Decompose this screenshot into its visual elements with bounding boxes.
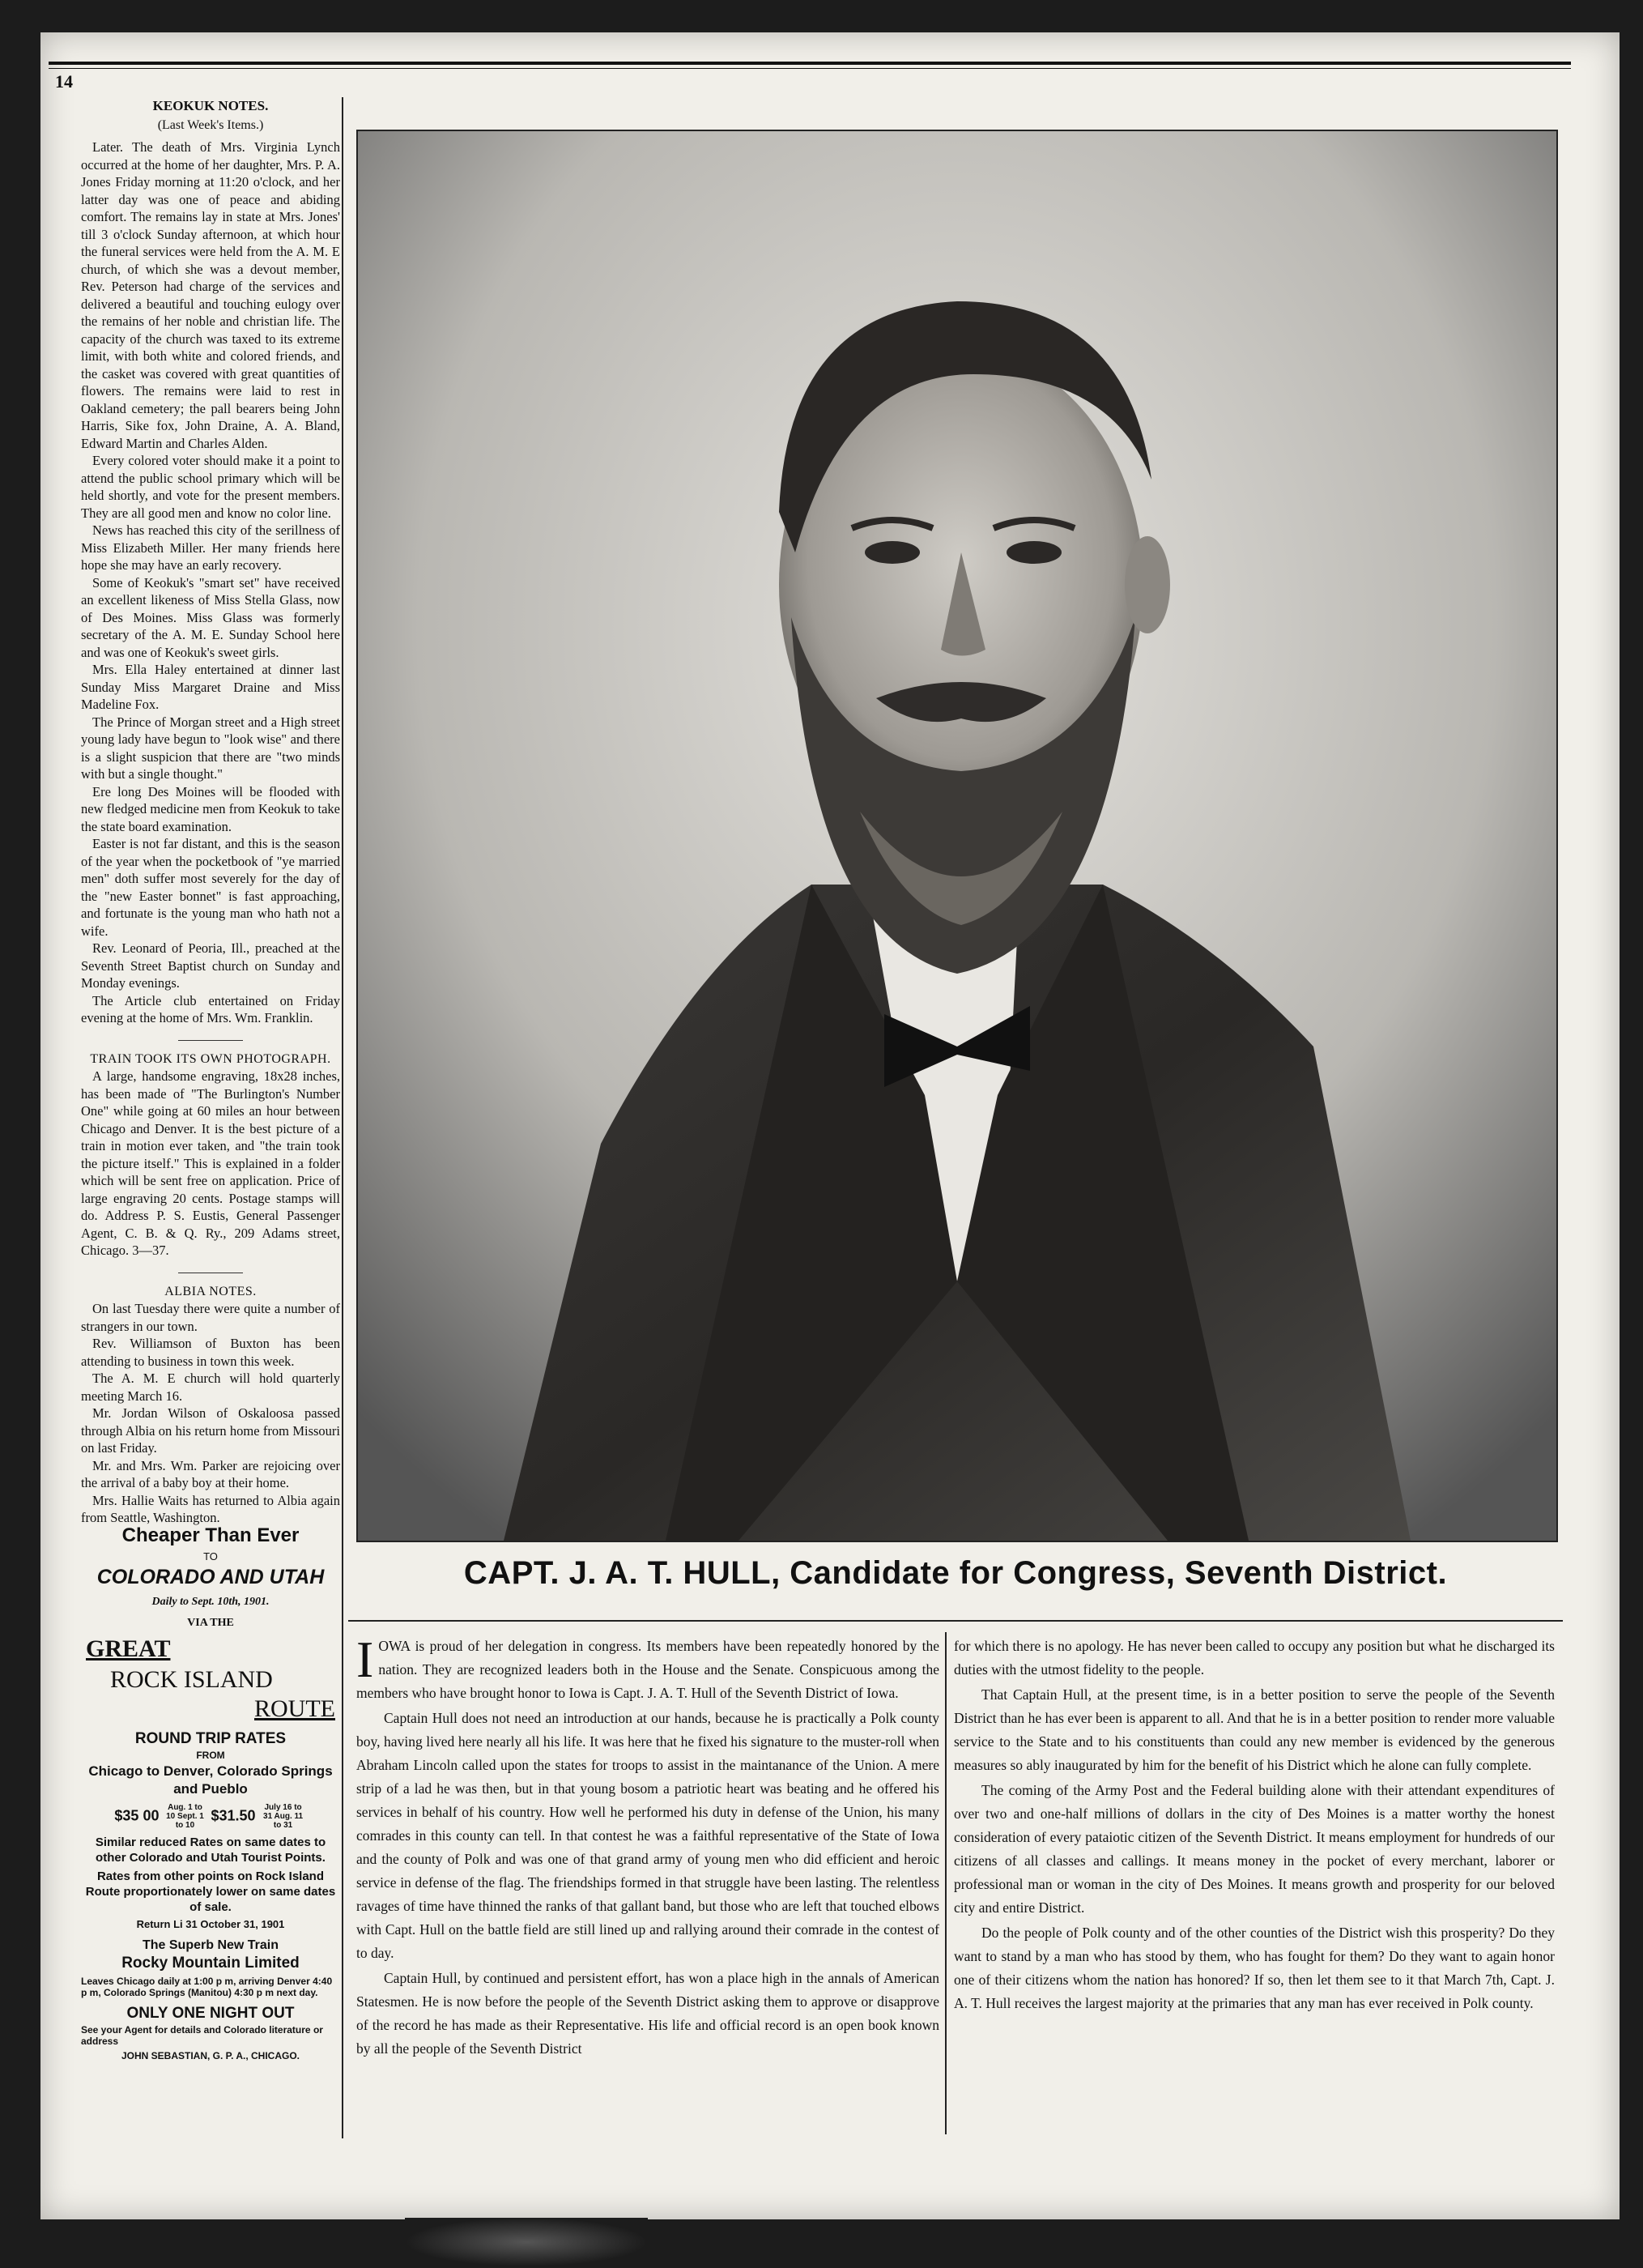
article-paragraph: The coming of the Army Post and the Federal building alone with their attendant expenditures of over two and one-half millions of dollars in the city of Des Moines is a matter worthy the honest consideration of every pataiotic citizen of the Seventh District. It means employment for hundreds of our citizens of all classes and callings. It means money in the pocket of every merchant, laborer or professional man or woman in the city of Des Moines. It means growth and prosperity for our beloved city and entire District. — [954, 1782, 1555, 1916]
ad-to: TO — [203, 1550, 218, 1562]
page-number: 14 — [55, 71, 73, 92]
train-paragraph: A large, handsome engraving, 18x28 inches, has been made of "The Burlington's Number One" while going at 60 miles an hour between Chicago and Denver. It is the best picture of a train in motion ever taken, and "the train took the picture itself." This is explained in a folder which will be sent free on application. Price of large engraving 20 cents. Postage stamps will do. Address P. S. Eustis, General Passenger Agent, C. B. & Q. Ry., 209 Adams street, Chicago. 3—37. — [81, 1068, 340, 1258]
ad-route: ROUTE — [254, 1695, 335, 1722]
albia-paragraph: Rev. Williamson of Buxton has been attending to business in town this week. — [81, 1336, 340, 1369]
ad-return: Return Li 31 October 31, 1901 — [136, 1918, 285, 1930]
ad-price-1: $35 00 — [114, 1807, 160, 1824]
train-notice — [81, 1051, 340, 1260]
albia-notes — [81, 1283, 340, 1527]
ad-similar: Similar reduced Rates on same dates to other Colorado and Utah Tourist Points. — [95, 1835, 326, 1865]
ad-via: VIA THE — [187, 1617, 234, 1629]
keokuk-paragraph: Later. The death of Mrs. Virginia Lynch occurred at the home of her daughter, Mrs. P. A. Jones Friday morning at 11:20 o'clock, and her latter day was one of peace and abiding comfort. The remains lay in state at Mrs. Jones' till 3 o'clock Sunday afternoon, at which hour the funeral services were held from the A. M. E church, of which she was a devout member, Rev. Peterson had charge of the services and delivered a beautiful and touching eulogy over the remains of her noble and christian life. The capacity of the church was taxed to its extreme limit, with both white and colored friends, and the casket was covered with great quantities of flowers. The remains were laid to rest in Oakland cemetery; the pall bearers being John Harris, Sike fox, John Draine, A. A. Bland, Edward Martin and Charles Alden. — [81, 139, 340, 451]
article-continuation: for which there is no apology. He has never been called to occupy any position but what he discharged its duties with the utmost fidelity to the people. — [954, 1638, 1555, 1678]
ad-cheaper: Cheaper Than Ever — [121, 1524, 300, 1546]
ad-see-agent: See your Agent for details and Colorado literature or address — [81, 2024, 323, 2047]
article-column-right — [954, 1635, 1555, 2017]
headline-rule — [348, 1620, 1563, 1622]
ad-price-2: $31.50 — [211, 1807, 256, 1824]
column-divider — [342, 97, 343, 2138]
ad-rates-other: Rates from other points on Rock Island Route proportionately lower on same dates of sale. — [85, 1869, 336, 1914]
albia-paragraph: Mr. and Mrs. Wm. Parker are rejoicing over the arrival of a baby boy at their home. — [81, 1457, 340, 1490]
keokuk-paragraph: Rev. Leonard of Peoria, Ill., preached at the Seventh Street Baptist church on Sunday and Monday evenings. — [81, 940, 340, 991]
ad-great: GREAT — [86, 1635, 171, 1662]
keokuk-subheading: (Last Week's Items.) — [157, 117, 264, 132]
albia-paragraph: Mr. Jordan Wilson of Oskaloosa passed through Albia on his return home from Missouri on last Friday. — [81, 1405, 340, 1456]
keokuk-paragraph: Mrs. Ella Haley entertained at dinner last Sunday Miss Margaret Draine and Miss Madeline Fox. — [81, 662, 340, 712]
ad-dates-1: Aug. 1 to 10 Sept. 1 to 10 — [166, 1803, 204, 1830]
left-column — [81, 97, 340, 1540]
keokuk-paragraph: Every colored voter should make it a point to attend the public school primary which will be held shortly, and vote for the present members. They are all good men and know no color line. — [81, 453, 340, 521]
keokuk-heading: KEOKUK NOTES. — [152, 98, 269, 113]
ad-chicago-route: Chicago to Denver, Colorado Springs and Pueblo — [88, 1763, 333, 1797]
ad-round-trip: ROUND TRIP RATES — [134, 1730, 287, 1747]
keokuk-paragraph: The Article club entertained on Friday evening at the home of Mrs. Wm. Franklin. — [81, 992, 340, 1025]
scan-binding-shadow — [405, 2218, 648, 2266]
top-rule — [49, 62, 1571, 65]
article-paragraph: Do the people of Polk county and of the other counties of the District wish this prosperity? Do they want to stand by a man who has stood by them, who has fought for them? Do they want to again honor one of their citizens whom the nation has honored? If so, then let them see to it that March 7th, Capt. J. A. T. Hull receives the largest majority at the primaries that any man has ever received in Polk county. — [954, 1925, 1555, 2011]
ad-prices — [81, 1803, 340, 1830]
keokuk-paragraph: The Prince of Morgan street and a High street young lady have begun to "look wise" and there is a slight suspicion that there are "two minds with but a single thought." — [81, 714, 340, 782]
ad-john-sebastian: JOHN SEBASTIAN, G. P. A., CHICAGO. — [121, 2050, 300, 2061]
top-rule-thin — [49, 68, 1571, 69]
train-heading: TRAIN TOOK ITS OWN PHOTOGRAPH. — [90, 1051, 331, 1066]
article-paragraph: That Captain Hull, at the present time, is in a better position to serve the people of the Seventh District than he has ever been is apparent to all. And that he is in a better position to render more valuable service to the State and to his constituents than could any new member is evidenced by the generous measures so ably inaugurated by him for the benefit of his District which he alone can fully complete. — [954, 1686, 1555, 1773]
keokuk-paragraph: Ere long Des Moines will be flooded with new fledged medicine men from Keokuk to take the state board examination. — [81, 783, 340, 834]
albia-paragraph: On last Tuesday there were quite a number of strangers in our town. — [81, 1301, 340, 1334]
ad-from: FROM — [196, 1750, 225, 1761]
ad-destination: COLORADO AND UTAH — [96, 1566, 325, 1588]
article-first-paragraph — [356, 1631, 939, 1705]
portrait-engraving — [358, 131, 1556, 1541]
article-column-left — [356, 1631, 939, 2062]
rock-island-advertisement — [81, 1515, 340, 2061]
keokuk-paragraph: News has reached this city of the serillness of Miss Elizabeth Miller. Her many friends here hope she may have an early recovery. — [81, 522, 340, 573]
keokuk-paragraph: Some of Keokuk's "smart set" have received an excellent likeness of Miss Stella Glass, now of Des Moines. Miss Glass was formerly secretary of the A. M. E. Sunday School here and was one of Keokuk's sweet girls. — [81, 574, 340, 660]
drop-cap: I — [356, 1631, 374, 1688]
ad-dates-2: July 16 to 31 Aug. 11 to 31 — [263, 1803, 304, 1830]
albia-paragraph: The A. M. E church will hold quarterly meeting March 16. — [81, 1371, 340, 1404]
section-divider — [178, 1040, 243, 1041]
albia-paragraph: Mrs. Hallie Waits has returned to Albia again from Seattle, Washington. — [81, 1492, 340, 1525]
albia-heading: ALBIA NOTES. — [164, 1284, 257, 1298]
article-paragraph: Captain Hull, by continued and persistent effort, has won a place high in the annals of American Statesmen. He is now before the people of the Seventh District asking them to approve or disapprove of the record he has made as their Representative. His life and official record is an open book known by all the people of the Seventh District — [356, 1970, 939, 2057]
ad-superb: The Superb New Train — [142, 1938, 279, 1952]
headline: CAPT. J. A. T. HULL, Candidate for Congress, Seventh District. — [463, 1555, 1448, 1591]
article-divider — [945, 1632, 947, 2134]
ad-rocky-mountain-limited: Rocky Mountain Limited — [121, 1955, 300, 1972]
keokuk-paragraph: Easter is not far distant, and this is the season of the year when the pocketbook of "ye married men" doth suffer most severely for the day of the "new Easter bonnet" is fast approaching, and fortunate is the young man who hath not a wife. — [81, 836, 340, 939]
ad-one-night: ONLY ONE NIGHT OUT — [126, 2005, 295, 2022]
keokuk-notes — [81, 97, 340, 1027]
ad-rock-island: ROCK ISLAND — [110, 1666, 273, 1693]
ad-daily: Daily to Sept. 10th, 1901. — [151, 1596, 270, 1608]
ad-schedule: Leaves Chicago daily at 1:00 p m, arriving Denver 4:40 p m, Colorado Springs (Manitou) 4:30 p m next day. — [81, 1976, 333, 1998]
article-paragraph: Captain Hull does not need an introduction at our hands, because he is practically a Polk county boy, having lived here nearly all his life. It was here that he fixed his signature to the muster-roll when Abraham Lincoln called upon the states for troops to assist in the maintanance of the Union. A mere strip of a lad he was then, but in that young bosom a patriotic heart was beating and he offered his services in behalf of his country. How well he performed his duty in defense of the Union, his many comrades in this county can tell. In that contest he was a faithful representative of the State of Iowa and the county of Polk and was one of that grand army of young men who did efficient and heroic service in defense of the flag. The friendships formed in that struggle have been lasting. The relentless ravages of time have thinned the ranks of that gallant band, but those who are left that touched elbows with Capt. Hull on the battle field are still lined up and rallying around their comrade in the contest of to day. — [356, 1710, 939, 1961]
portrait-photograph — [356, 130, 1558, 1542]
article-first-text: OWA is proud of her delegation in congress. Its members have been repeatedly honored by the nation. They are recognized leaders both in the House and the Senate. Conspicuous among the members who have brought honor to Iowa is Capt. J. A. T. Hull of the Seventh District of Iowa. — [356, 1638, 939, 1701]
